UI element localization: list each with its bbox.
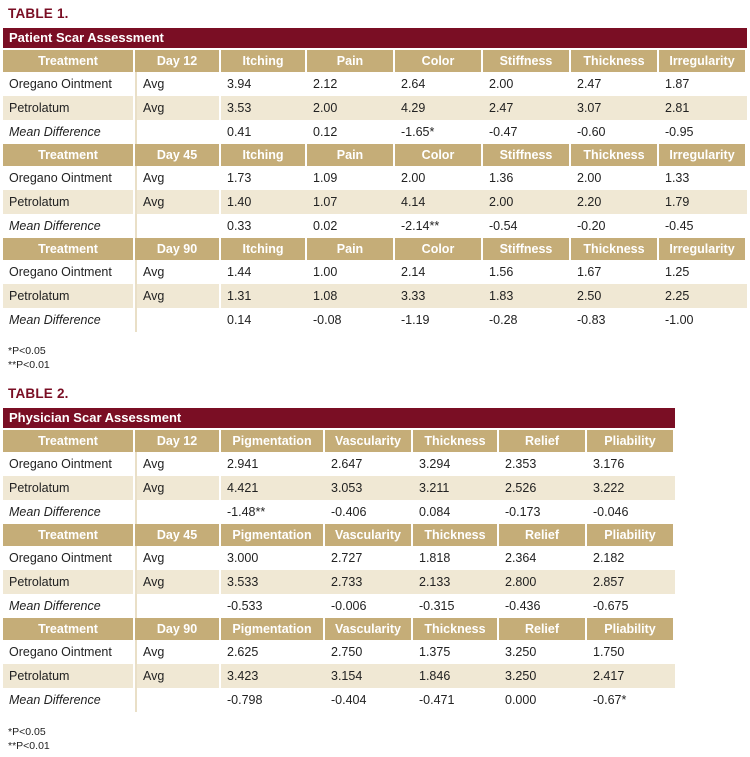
value-cell: 2.733 (325, 570, 413, 594)
value-cell: 2.64 (401, 77, 426, 91)
column-header: Itching (221, 238, 307, 260)
row-label: Mean Difference (9, 599, 101, 613)
column-header: Thickness (571, 144, 659, 166)
table-row (3, 308, 747, 332)
table-row (3, 120, 747, 144)
footnote-p05: *P<0.05 (8, 726, 46, 738)
value-cell: 2.750 (331, 645, 363, 659)
column-header: Thickness (413, 618, 499, 640)
row-stat: Avg (135, 166, 221, 190)
row-stat: Avg (135, 452, 221, 476)
value-cell: 2.625 (227, 645, 259, 659)
row-stat: Avg (135, 72, 221, 96)
value-cell: -0.798 (227, 693, 263, 707)
row-stat: Avg (135, 190, 221, 214)
value-cell: -0.404 (331, 693, 367, 707)
column-header: Irregularity (659, 238, 747, 260)
table2-label: TABLE 2. (8, 386, 69, 401)
table1-grid (3, 50, 747, 332)
column-header: Pain (307, 238, 395, 260)
row-label: Petrolatum (3, 96, 135, 120)
value-cell: 2.727 (331, 551, 363, 565)
value-cell: 1.44 (227, 265, 252, 279)
value-cell: 3.07 (571, 96, 659, 120)
row-stat (135, 120, 221, 144)
value-cell: -1.00 (665, 313, 694, 327)
value-cell: -1.48** (227, 505, 266, 519)
column-header: Irregularity (659, 50, 747, 72)
value-cell: -0.08 (313, 313, 342, 327)
column-header: Thickness (571, 238, 659, 260)
value-cell: 3.250 (505, 645, 537, 659)
column-header: Pain (307, 144, 395, 166)
header-row (3, 50, 747, 72)
value-cell: -0.315 (419, 599, 455, 613)
value-cell: 3.176 (593, 457, 625, 471)
value-cell: 3.423 (221, 664, 325, 688)
row-label: Mean Difference (9, 125, 101, 139)
column-header: Vascularity (325, 430, 413, 452)
treatment-header: Treatment (3, 430, 135, 452)
value-cell: -0.60 (577, 125, 606, 139)
row-label: Oregano Ointment (9, 171, 112, 185)
value-cell: 2.81 (659, 96, 747, 120)
column-header: Thickness (571, 50, 659, 72)
value-cell: 1.67 (577, 265, 602, 279)
table-row (3, 594, 675, 618)
value-cell: 2.14 (401, 265, 426, 279)
value-cell: 3.053 (325, 476, 413, 500)
value-cell: 1.73 (227, 171, 252, 185)
footnote-p01: **P<0.01 (8, 359, 50, 371)
table1-label: TABLE 1. (8, 6, 69, 21)
table-row (3, 570, 675, 594)
column-header: Itching (221, 144, 307, 166)
row-stat: Avg (135, 640, 221, 664)
value-cell: 2.133 (413, 570, 499, 594)
value-cell: 4.29 (395, 96, 483, 120)
value-cell: 2.353 (505, 457, 537, 471)
value-cell: 1.00 (313, 265, 338, 279)
row-label: Petrolatum (3, 664, 135, 688)
header-row (3, 430, 675, 452)
value-cell: -0.675 (593, 599, 629, 613)
table-row (3, 72, 747, 96)
value-cell: 2.647 (331, 457, 363, 471)
table-row (3, 546, 675, 570)
value-cell: 2.417 (587, 664, 675, 688)
value-cell: 1.79 (659, 190, 747, 214)
row-stat (135, 688, 221, 712)
value-cell: 1.09 (313, 171, 338, 185)
table-row (3, 476, 675, 500)
row-stat (135, 308, 221, 332)
table1-footnotes (8, 344, 50, 372)
value-cell: -0.046 (593, 505, 629, 519)
column-header: Pliability (587, 430, 675, 452)
row-label: Mean Difference (9, 313, 101, 327)
column-header: Relief (499, 430, 587, 452)
value-cell: -0.471 (419, 693, 455, 707)
row-stat: Avg (135, 96, 221, 120)
value-cell: 1.846 (413, 664, 499, 688)
footnote-p05: *P<0.05 (8, 345, 46, 357)
row-label: Mean Difference (9, 219, 101, 233)
value-cell: 0.33 (227, 219, 252, 233)
table-row (3, 452, 675, 476)
column-header: Thickness (413, 430, 499, 452)
table-row (3, 688, 675, 712)
column-header: Itching (221, 50, 307, 72)
table-row (3, 190, 747, 214)
table-row (3, 260, 747, 284)
value-cell: 1.818 (419, 551, 451, 565)
column-header: Relief (499, 618, 587, 640)
value-cell: 1.33 (665, 171, 690, 185)
value-cell: 2.47 (483, 96, 571, 120)
table-row (3, 96, 747, 120)
table-row (3, 166, 747, 190)
column-header: Relief (499, 524, 587, 546)
header-row (3, 238, 747, 260)
value-cell: 2.182 (593, 551, 625, 565)
value-cell: 2.20 (571, 190, 659, 214)
day-header: Day 90 (135, 618, 221, 640)
table2-footnotes (8, 725, 50, 753)
value-cell: 0.02 (313, 219, 338, 233)
column-header: Pigmentation (221, 524, 325, 546)
day-header: Day 90 (135, 238, 221, 260)
column-header: Irregularity (659, 144, 747, 166)
value-cell: 1.36 (489, 171, 514, 185)
table2-title: Physician Scar Assessment (3, 408, 675, 428)
value-cell: 3.33 (395, 284, 483, 308)
day-header: Day 12 (135, 50, 221, 72)
value-cell: 0.084 (419, 505, 451, 519)
header-row (3, 144, 747, 166)
value-cell: -2.14** (401, 219, 440, 233)
row-stat (135, 500, 221, 524)
value-cell: 4.14 (395, 190, 483, 214)
value-cell: 2.25 (659, 284, 747, 308)
column-header: Pigmentation (221, 430, 325, 452)
footnote-p01: **P<0.01 (8, 740, 50, 752)
row-label: Oregano Ointment (9, 645, 112, 659)
value-cell: -0.45 (665, 219, 694, 233)
header-row (3, 524, 675, 546)
value-cell: -0.95 (665, 125, 694, 139)
table-row (3, 214, 747, 238)
value-cell: -1.19 (401, 313, 430, 327)
row-stat (135, 594, 221, 618)
value-cell: 2.00 (483, 190, 571, 214)
column-header: Pliability (587, 618, 675, 640)
value-cell: 2.47 (577, 77, 602, 91)
column-header: Pain (307, 50, 395, 72)
value-cell: -0.83 (577, 313, 606, 327)
value-cell: 1.56 (489, 265, 514, 279)
value-cell: 2.50 (571, 284, 659, 308)
value-cell: 1.07 (307, 190, 395, 214)
value-cell: -0.173 (505, 505, 541, 519)
table-row (3, 664, 675, 688)
table-row (3, 500, 675, 524)
day-header: Day 45 (135, 524, 221, 546)
value-cell: -0.67* (593, 693, 627, 707)
header-row (3, 618, 675, 640)
table1-title: Patient Scar Assessment (3, 28, 747, 48)
value-cell: -0.47 (489, 125, 518, 139)
value-cell: 3.94 (227, 77, 252, 91)
value-cell: 3.53 (221, 96, 307, 120)
value-cell: 1.31 (221, 284, 307, 308)
value-cell: 4.421 (221, 476, 325, 500)
value-cell: 1.25 (665, 265, 690, 279)
row-label: Petrolatum (3, 570, 135, 594)
value-cell: 0.12 (313, 125, 338, 139)
value-cell: -0.28 (489, 313, 518, 327)
row-label: Petrolatum (3, 190, 135, 214)
value-cell: 1.87 (665, 77, 690, 91)
value-cell: 0.14 (227, 313, 252, 327)
row-stat: Avg (135, 570, 221, 594)
row-label: Petrolatum (3, 476, 135, 500)
column-header: Color (395, 238, 483, 260)
value-cell: 2.00 (577, 171, 602, 185)
value-cell: -1.65* (401, 125, 435, 139)
value-cell: -0.406 (331, 505, 367, 519)
column-header: Stiffness (483, 144, 571, 166)
value-cell: 2.364 (505, 551, 537, 565)
value-cell: 3.222 (587, 476, 675, 500)
row-label: Petrolatum (3, 284, 135, 308)
value-cell: 0.000 (505, 693, 537, 707)
value-cell: -0.006 (331, 599, 367, 613)
value-cell: 3.000 (227, 551, 259, 565)
treatment-header: Treatment (3, 238, 135, 260)
row-label: Mean Difference (9, 505, 101, 519)
value-cell: -0.436 (505, 599, 541, 613)
value-cell: 2.941 (227, 457, 259, 471)
row-stat: Avg (135, 476, 221, 500)
row-label: Oregano Ointment (9, 265, 112, 279)
row-stat: Avg (135, 284, 221, 308)
treatment-header: Treatment (3, 50, 135, 72)
value-cell: -0.20 (577, 219, 606, 233)
value-cell: 1.08 (307, 284, 395, 308)
value-cell: 0.41 (227, 125, 252, 139)
value-cell: 2.526 (499, 476, 587, 500)
table-row (3, 284, 747, 308)
treatment-header: Treatment (3, 618, 135, 640)
column-header: Vascularity (325, 618, 413, 640)
row-label: Oregano Ointment (9, 457, 112, 471)
value-cell: 1.40 (221, 190, 307, 214)
value-cell: 3.294 (419, 457, 451, 471)
row-stat: Avg (135, 546, 221, 570)
column-header: Color (395, 50, 483, 72)
row-stat (135, 214, 221, 238)
row-stat: Avg (135, 664, 221, 688)
column-header: Pigmentation (221, 618, 325, 640)
value-cell: 3.154 (325, 664, 413, 688)
value-cell: 1.83 (483, 284, 571, 308)
day-header: Day 45 (135, 144, 221, 166)
value-cell: 2.00 (489, 77, 514, 91)
value-cell: 2.00 (401, 171, 426, 185)
value-cell: 3.533 (221, 570, 325, 594)
value-cell: 2.857 (587, 570, 675, 594)
row-label: Oregano Ointment (9, 551, 112, 565)
day-header: Day 12 (135, 430, 221, 452)
value-cell: -0.54 (489, 219, 518, 233)
value-cell: 2.800 (499, 570, 587, 594)
row-label: Mean Difference (9, 693, 101, 707)
value-cell: 2.12 (313, 77, 338, 91)
treatment-header: Treatment (3, 144, 135, 166)
table2-grid (3, 430, 675, 712)
column-header: Thickness (413, 524, 499, 546)
row-stat: Avg (135, 260, 221, 284)
value-cell: 2.00 (307, 96, 395, 120)
value-cell: -0.533 (227, 599, 263, 613)
value-cell: 1.375 (419, 645, 451, 659)
column-header: Pliability (587, 524, 675, 546)
table-row (3, 640, 675, 664)
value-cell: 1.750 (593, 645, 625, 659)
column-header: Stiffness (483, 238, 571, 260)
column-header: Color (395, 144, 483, 166)
column-header: Vascularity (325, 524, 413, 546)
value-cell: 3.211 (413, 476, 499, 500)
row-label: Oregano Ointment (9, 77, 112, 91)
value-cell: 3.250 (499, 664, 587, 688)
column-header: Stiffness (483, 50, 571, 72)
treatment-header: Treatment (3, 524, 135, 546)
